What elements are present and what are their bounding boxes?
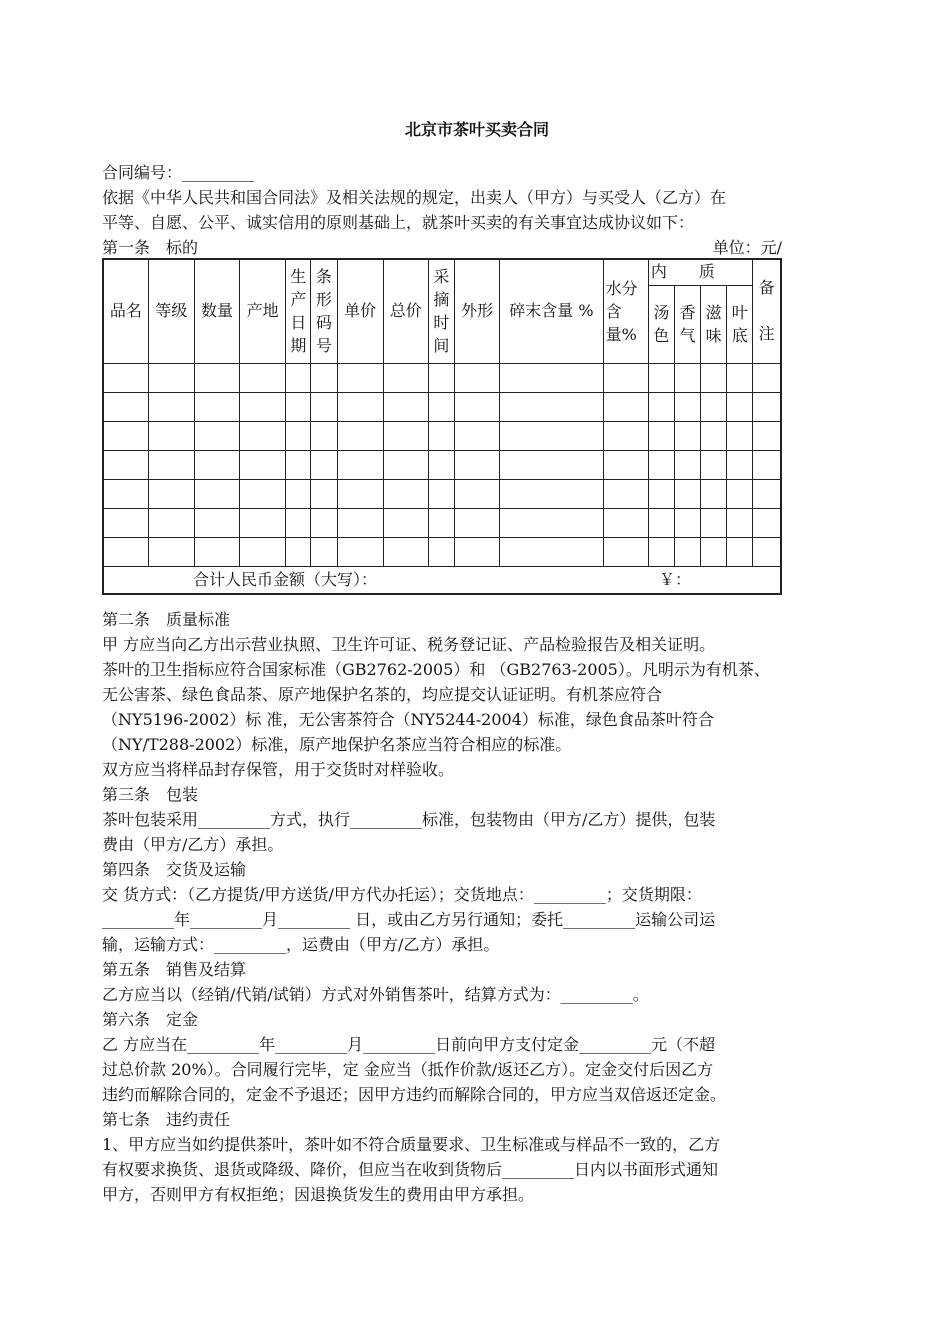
total-amount-label: 合计人民币金额（大写）： bbox=[192, 569, 377, 589]
header-picking-time: 采摘时间 bbox=[428, 259, 454, 363]
table-row bbox=[103, 537, 781, 566]
document-title: 北京市茶叶买卖合同 bbox=[404, 120, 549, 139]
body-line: 输，运输方式：_________，运费由（甲方/乙方）承担。 bbox=[102, 935, 500, 954]
intro-line-1: 依据《中华人民共和国合同法》及相关法规的规定，出卖人（甲方）与买受人（乙方）在 bbox=[102, 188, 727, 207]
header-remark: 备注 bbox=[753, 259, 781, 363]
body-line: 双方应当将样品封存保管，用于交货时对样验收。 bbox=[102, 760, 455, 779]
body-line: _________年_________月_________ 日，或由乙方另行通知；委托_________运输公司运 bbox=[102, 910, 716, 929]
body-line: 第六条 定金 bbox=[102, 1010, 199, 1029]
header-total-price: 总价 bbox=[383, 259, 428, 363]
intro-line-2: 平等、自愿、公平、诚实信用的原则基础上，就茶叶买卖的有关事宜达成协议如下： bbox=[102, 213, 695, 232]
article-1-heading-row bbox=[102, 235, 852, 260]
body-line: （NY/T288-2002）标准，原产地保护名茶应当符合相应的标准。 bbox=[102, 735, 572, 754]
header-taste: 滋味 bbox=[701, 285, 727, 363]
header-name: 品名 bbox=[103, 259, 148, 363]
table-row bbox=[103, 508, 781, 537]
header-quantity: 数量 bbox=[194, 259, 239, 363]
body-line: 有权要求换货、退货或降级、降价，但应当在收到货物后_________日内以书面形式通知 bbox=[102, 1160, 719, 1179]
header-aroma: 香气 bbox=[674, 285, 700, 363]
header-fragments: 碎末含量 % bbox=[500, 259, 603, 363]
body-line: 甲 方应当向乙方出示营业执照、卫生许可证、税务登记证、产品检验报告及相关证明。 bbox=[102, 635, 716, 654]
body-line: 乙 方应当在_________年_________月_________日前向甲方支付定金_________元（不超 bbox=[102, 1035, 716, 1054]
header-production-date: 生产日期 bbox=[286, 259, 311, 363]
table-row bbox=[103, 363, 781, 392]
total-amount-symbol: ￥： bbox=[659, 569, 692, 589]
body-line: 第二条 质量标准 bbox=[102, 610, 231, 629]
unit-label: 单位：元/ bbox=[712, 238, 782, 257]
goods-table bbox=[102, 258, 782, 595]
header-moisture: 水分含量% bbox=[603, 259, 648, 363]
table-row bbox=[103, 479, 781, 508]
body-line: 茶叶的卫生指标应符合国家标准（GB2762-2005）和 （GB2763-2005）。凡明示为有机茶、 bbox=[102, 660, 770, 679]
body-line: 第三条 包装 bbox=[102, 785, 199, 804]
contract-number: 合同编号：_________ bbox=[102, 163, 255, 182]
header-barcode: 条形码号 bbox=[311, 259, 337, 363]
body-line: 第四条 交货及运输 bbox=[102, 860, 247, 879]
header-grade: 等级 bbox=[148, 259, 194, 363]
table-total-row bbox=[103, 566, 781, 594]
body-line: 过总价款 20%）。合同履行完毕，定 金应当（抵作价款/返还乙方）。定金交付后因乙方 bbox=[102, 1060, 714, 1079]
body-line: 1、甲方应当如约提供茶叶，茶叶如不符合质量要求、卫生标准或与样品不一致的，乙方 bbox=[102, 1135, 721, 1154]
body-line: 交 货方式：（乙方提货/甲方送货/甲方代办托运）；交货地点：_________；交货期限： bbox=[102, 885, 702, 904]
header-shape: 外形 bbox=[455, 259, 500, 363]
body-line: 违约而解除合同的，定金不予退还；因甲方违约而解除合同的，甲方应当双倍返还定金。 bbox=[102, 1085, 727, 1104]
body-line: （NY5196-2002）标 准，无公害茶符合（NY5244-2004）标准，绿色食品茶叶符合 bbox=[102, 710, 714, 729]
body-line: 第五条 销售及结算 bbox=[102, 960, 247, 979]
header-origin: 产地 bbox=[240, 259, 286, 363]
header-inner-quality: 内 质 bbox=[648, 259, 752, 285]
header-unit-price: 单价 bbox=[337, 259, 383, 363]
body-line: 无公害茶、绿色食品茶、原产地保护名茶的，均应提交认证证明。有机茶应符合 bbox=[102, 685, 663, 704]
body-line: 乙方应当以（经销/代销/试销）方式对外销售茶叶，结算方式为：_________。 bbox=[102, 985, 649, 1004]
body-line: 甲方，否则甲方有权拒绝；因退换货发生的费用由甲方承担。 bbox=[102, 1185, 535, 1204]
body-line: 第七条 违约责任 bbox=[102, 1110, 231, 1129]
body-line: 茶叶包装采用_________方式，执行_________标准，包装物由（甲方/乙方）提供，包装 bbox=[102, 810, 716, 829]
header-leaf-base: 叶底 bbox=[727, 285, 753, 363]
article-1-heading: 第一条 标的 bbox=[102, 238, 199, 257]
table-row bbox=[103, 392, 781, 421]
body-line: 费由（甲方/乙方）承担。 bbox=[102, 835, 284, 854]
table-row bbox=[103, 450, 781, 479]
header-soup-color: 汤色 bbox=[648, 285, 674, 363]
table-row bbox=[103, 421, 781, 450]
